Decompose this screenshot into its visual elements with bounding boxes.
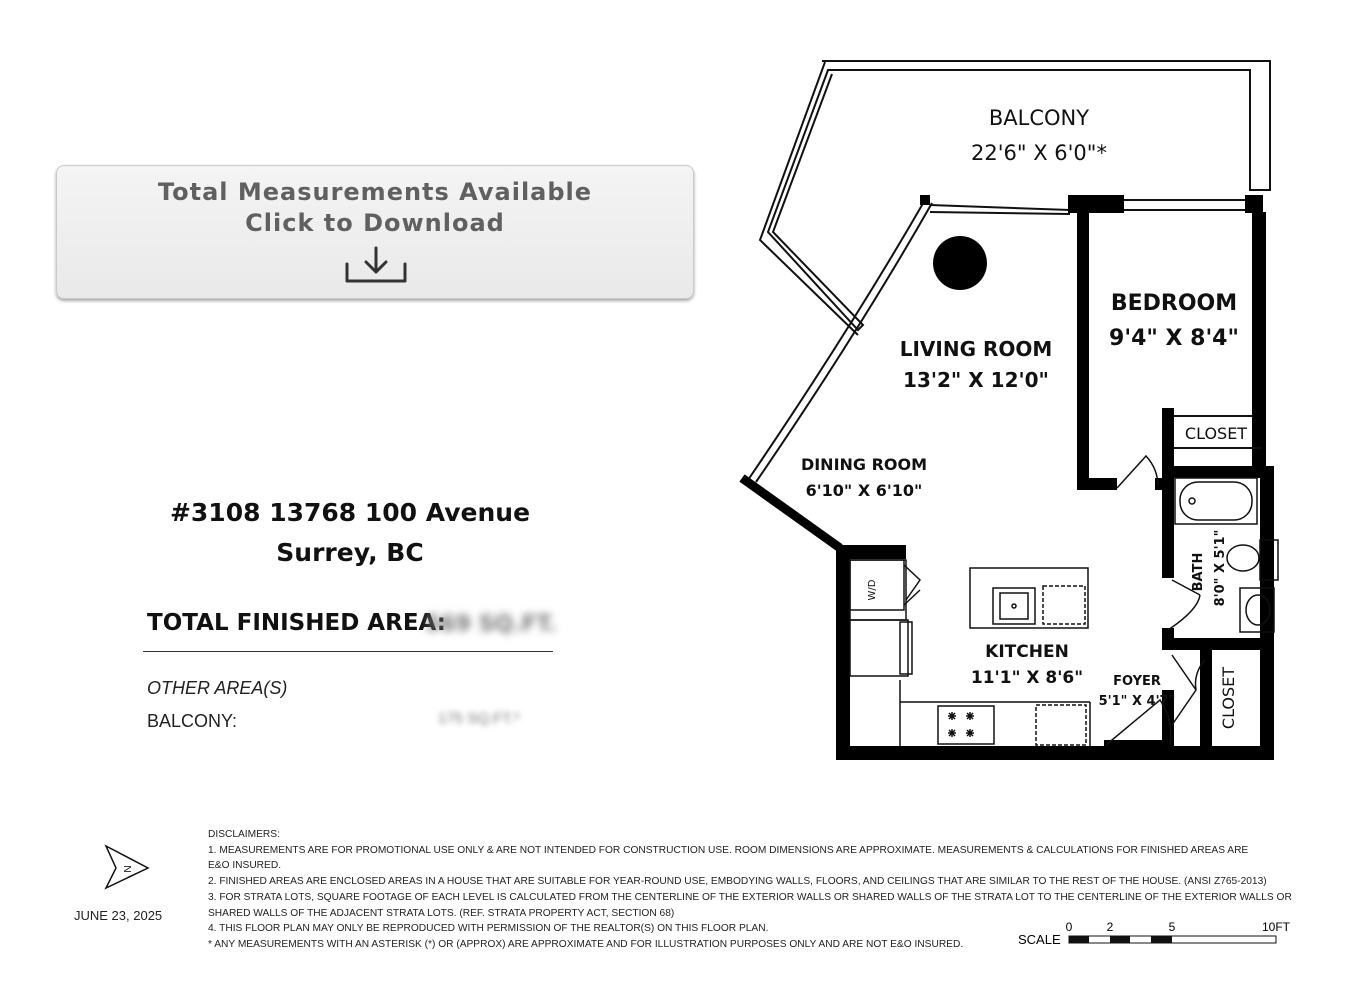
kitchen-name: KITCHEN [985,642,1069,662]
bedroom-name: BEDROOM [1110,291,1238,316]
scale-tick: 5 [1168,920,1176,934]
scale-bar [1016,916,1306,952]
bedroom-dims: 9'4" X 8'4" [1109,326,1239,351]
disclaimer-line: * ANY MEASUREMENTS WITH AN ASTERISK (*) OR (APPROX) ARE APPROXIMATE AND FOR ILLUSTRATION PURPOSES ONLY AND ARE NOT E&O INSURED. [208,938,964,950]
scale-tick: 0 [1065,920,1073,934]
floor-plan [735,55,1295,775]
kitchen-dims: 11'1" X 8'6" [970,668,1084,688]
living-room-dims: 13'2" X 12'0" [903,368,1049,392]
disclaimer-line: 3. FOR STRATA LOTS, SQUARE FOOTAGE OF EACH LEVEL IS CALCULATED FROM THE CENTERLINE OF THE EXTERIOR WALLS OR SHARED WALLS OF THE STRATA LOT TO THE CENTERLINE OF THE EXTERIOR WALLS OR [208,891,1292,903]
disclaimer-line: SHARED WALLS OF THE ADJACENT STRATA LOTS. (REF. STRATA PROPERTY ACT, SECTION 68) [208,907,675,919]
balcony-area-label: BALCONY: [147,711,238,731]
other-areas-label: OTHER AREA(S) [147,678,288,698]
total-area-value: 569 SQ.FT. [425,612,557,637]
washer-dryer-label: W/D [867,579,878,601]
disclaimer-line: 1. MEASUREMENTS ARE FOR PROMOTIONAL USE ONLY & ARE NOT INTENDED FOR CONSTRUCTION USE. ROOM DIMENSIONS ARE APPROXIMATE. MEASUREMENTS & CALCULATIONS FOR FINISHED AREAS ARE [208,844,1249,856]
scale-tick: 2 [1106,920,1114,934]
stove-burners [948,712,974,737]
bath-dims: 8'0" X 5'1" [1213,529,1228,607]
disclaimer-line: E&O INSURED. [208,860,282,872]
download-measurements-button[interactable] [56,165,694,299]
foyer-name: FOYER [1113,674,1161,689]
living-room-name: LIVING ROOM [899,337,1053,361]
plan-date: JUNE 23, 2025 [74,908,163,923]
download-icon [344,244,408,286]
bedroom-door [1117,456,1158,488]
laundry-closet [850,560,920,676]
scale-tick: 10FT [1261,920,1291,934]
download-banner-subtitle: Click to Download [245,209,505,237]
address-line-2: Surrey, BC [276,538,424,567]
dining-room-name: DINING ROOM [800,455,928,474]
divider [143,651,553,652]
disclaimer-line: 2. FINISHED AREAS ARE ENCLOSED AREAS IN A HOUSE THAT ARE SUITABLE FOR YEAR-ROUND USE, EMBODYING WALLS, FLOORS, AND CEILINGS THAT ARE SIMILAR TO THE REST OF THE HOUSE. (ANSI Z765-2013) [208,876,1267,888]
foyer-closet-name: CLOSET [1219,666,1238,730]
disclaimer-line: 4. THIS FLOOR PLAN MAY ONLY BE REPRODUCED WITH PERMISSION OF THE REALTOR(S) ON THIS FLOOR PLAN. [208,923,769,935]
balcony-name: BALCONY [988,106,1090,130]
scale-label: SCALE [1018,932,1061,947]
balcony-area-value: 175 SQ.FT.* [438,710,520,727]
north-arrow-icon [100,840,152,892]
download-banner-title: Total Measurements Available [157,178,593,206]
foyer-dims: 5'1" X 4'7" [1098,694,1176,709]
north-letter: N [123,865,134,873]
balcony-dims: 22'6" X 6'0"* [971,141,1107,165]
bath-name: BATH [1191,552,1206,592]
disclaimers-title: DISCLAIMERS: [208,829,280,840]
total-area-label: TOTAL FINISHED AREA: [147,610,446,636]
address-line-1: #3108 13768 100 Avenue [169,498,531,527]
living-window [930,195,1263,214]
dining-room-dims: 6'10" X 6'10" [805,481,923,500]
bedroom-closet-name: CLOSET [1184,424,1248,443]
column [933,236,987,290]
